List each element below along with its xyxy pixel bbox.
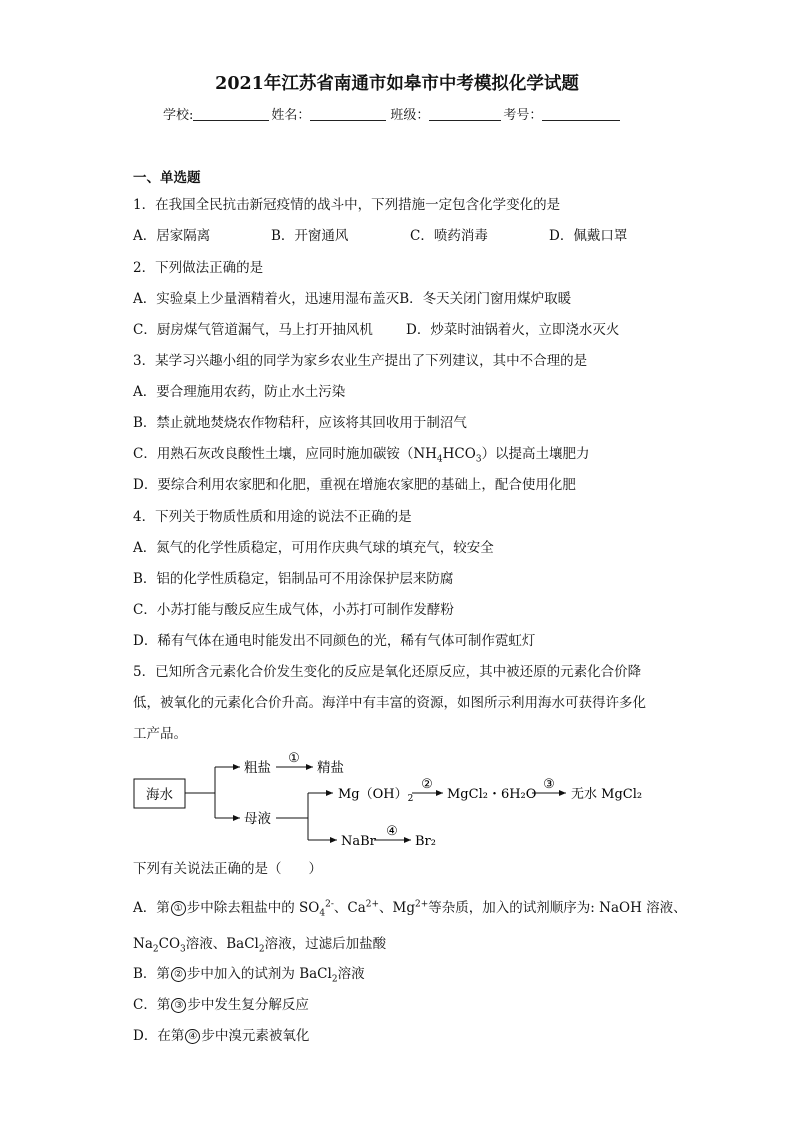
q5-c-text-2: 步中发生复分解反应	[187, 997, 309, 1013]
refined-salt-label: 精盐	[317, 760, 344, 776]
q5-a2-text-3: 溶液、BaCl	[185, 936, 259, 952]
mgoh2-text: Mg（OH）	[338, 787, 408, 802]
q5-d-text-2: 步中溴元素被氧化	[201, 1028, 310, 1044]
q5-a-text-3: 、Ca	[333, 900, 366, 916]
q5-a-text-2: 步中除去粗盐中的 SO	[186, 900, 320, 916]
q5-option-c	[133, 993, 309, 1013]
q3-c-sub-2: 3	[475, 454, 482, 465]
q1-stem: 1．在我国全民抗击新冠疫情的战斗中，下列措施一定包含化学变化的是	[133, 197, 561, 213]
q5-a-text-1: A．第	[133, 900, 170, 916]
mother-liquor-label: 母液	[244, 811, 271, 827]
q5-a2-text-2: CO	[158, 936, 181, 952]
q5-a-step-marker: ①	[171, 901, 186, 916]
q5-b-sub: 2	[331, 974, 338, 985]
step1-label: ①	[288, 751, 300, 766]
mgoh2-label	[338, 787, 413, 804]
class-label: 班级：	[390, 108, 430, 123]
q5-a-sup-1: 2-	[325, 899, 334, 910]
q4-option-a: A．氮气的化学性质稳定，可用作庆典气球的填充气，较安全	[133, 540, 494, 556]
q3-c-sub-1: 4	[436, 454, 443, 465]
school-blank	[193, 107, 269, 121]
q3-stem: 3．某学习兴趣小组的同学为家乡农业生产提出了下列建议，其中不合理的是	[133, 353, 588, 369]
q5-a-text-4: 、Mg	[379, 900, 416, 916]
nabr-label: NaBr	[341, 834, 376, 849]
q4-option-c: C．小苏打能与酸反应生成气体，小苏打可制作发酵粉	[133, 602, 454, 618]
name-label: 姓名：	[271, 108, 311, 123]
mgcl2-hydrate-label: MgCl₂・6H₂O	[447, 787, 537, 802]
q4-stem: 4．下列关于物质性质和用途的说法不正确的是	[133, 509, 412, 525]
section-heading: 一、单选题	[133, 170, 201, 186]
anhydrous-mgcl2-label: 无水 MgCl₂	[571, 787, 643, 802]
q1-option-a: A．居家隔离	[133, 228, 211, 244]
q5-c-text-1: C．第	[133, 997, 171, 1013]
q1-option-b: B．开窗通风	[271, 228, 349, 244]
q3-option-a: A．要合理施用农药，防止水土污染	[133, 384, 346, 400]
q5-d-step-marker: ④	[185, 1029, 200, 1044]
q5-b-text-3: 溶液	[337, 966, 365, 982]
q5-d-text-1: D．在第	[133, 1028, 185, 1044]
q3-c-text-3: ）以提高土壤肥力	[481, 446, 590, 462]
exam-no-blank	[542, 107, 620, 121]
q1-option-c: C．喷药消毒	[410, 228, 488, 244]
q5-stem-line-1: 5．已知所含元素化合价发生变化的反应是氧化还原反应，其中被还原的元素化合价降	[133, 664, 642, 680]
q5-option-b	[133, 962, 365, 985]
q5-a2-sub-2: 3	[180, 944, 186, 955]
q5-option-a-line-2	[133, 932, 387, 955]
q5-a2-sub-3: 2	[258, 944, 265, 955]
q4-option-d: D．稀有气体在通电时能发出不同颜色的光，稀有气体可制作霓虹灯	[133, 633, 536, 649]
seawater-label: 海水	[146, 787, 173, 803]
q5-c-step-marker: ③	[171, 998, 186, 1013]
q5-a-sup-2: 2+	[365, 899, 380, 910]
q3-c-text-1: C．用熟石灰改良酸性土壤，应同时施加碳铵（NH	[133, 446, 437, 462]
q5-option-a-line-1	[133, 896, 687, 919]
step2-label: ②	[421, 777, 433, 792]
seawater-process-diagram	[0, 745, 794, 855]
name-blank	[310, 107, 386, 121]
q5-a-text-5: 等杂质，加入的试剂顺序为: NaOH 溶液、	[428, 900, 687, 916]
q2-stem: 2．下列做法正确的是	[133, 260, 264, 276]
q3-option-b: B．禁止就地焚烧农作物秸秆，应该将其回收用于制沼气	[133, 415, 467, 431]
class-blank	[429, 107, 501, 121]
q5-option-d	[133, 1024, 309, 1044]
q5-b-text-2: 步中加入的试剂为 BaCl	[186, 966, 332, 982]
q5-stem-line-3: 工产品。	[133, 726, 187, 742]
exam-title: 2021年江苏省南通市如皋市中考模拟化学试题	[215, 74, 579, 94]
q5-stem-line-2: 低，被氧化的元素化合价升高。海洋中有丰富的资源，如图所示利用海水可获得许多化	[133, 695, 646, 711]
q5-a2-text-4: 溶液，过滤后加盐酸	[264, 936, 387, 952]
q1-options	[133, 224, 653, 242]
q1-option-d: D．佩戴口罩	[549, 228, 628, 244]
q2-options-ab: A．实验桌上少量酒精着火，迅速用湿布盖灭B．冬天关闭门窗用煤炉取暖	[133, 291, 572, 307]
q5-question: 下列有关说法正确的是（ ）	[133, 861, 322, 877]
mgoh2-subscript: 2	[407, 794, 414, 804]
q3-option-d: D．要综合利用农家肥和化肥，重视在增施农家肥的基础上，配合使用化肥	[133, 477, 576, 493]
q3-option-c	[133, 442, 590, 465]
q5-a-sup-3: 2+	[415, 899, 429, 910]
q5-a2-text-1: Na	[133, 936, 153, 952]
q4-option-b: B．铝的化学性质稳定，铝制品可不用涂保护层来防腐	[133, 571, 454, 587]
school-label: 学校:	[163, 108, 194, 123]
q5-a-sub: 4	[319, 908, 326, 919]
br2-label: Br₂	[415, 834, 436, 849]
step3-label: ③	[543, 777, 555, 792]
crude-salt-label: 粗盐	[244, 760, 271, 776]
q5-a2-sub-1: 2	[152, 944, 159, 955]
q2-option-d: D．炒菜时油锅着火，立即浇水灭火	[406, 322, 620, 338]
q3-c-text-2: HCO	[442, 446, 476, 462]
q2-option-c: C．厨房煤气管道漏气，马上打开抽风机	[133, 322, 373, 338]
exam-no-label: 考号：	[503, 108, 543, 123]
student-info-line	[163, 104, 620, 123]
q5-b-step-marker: ②	[171, 967, 186, 982]
q5-b-text-1: B．第	[133, 966, 170, 982]
step4-label: ④	[386, 824, 398, 839]
